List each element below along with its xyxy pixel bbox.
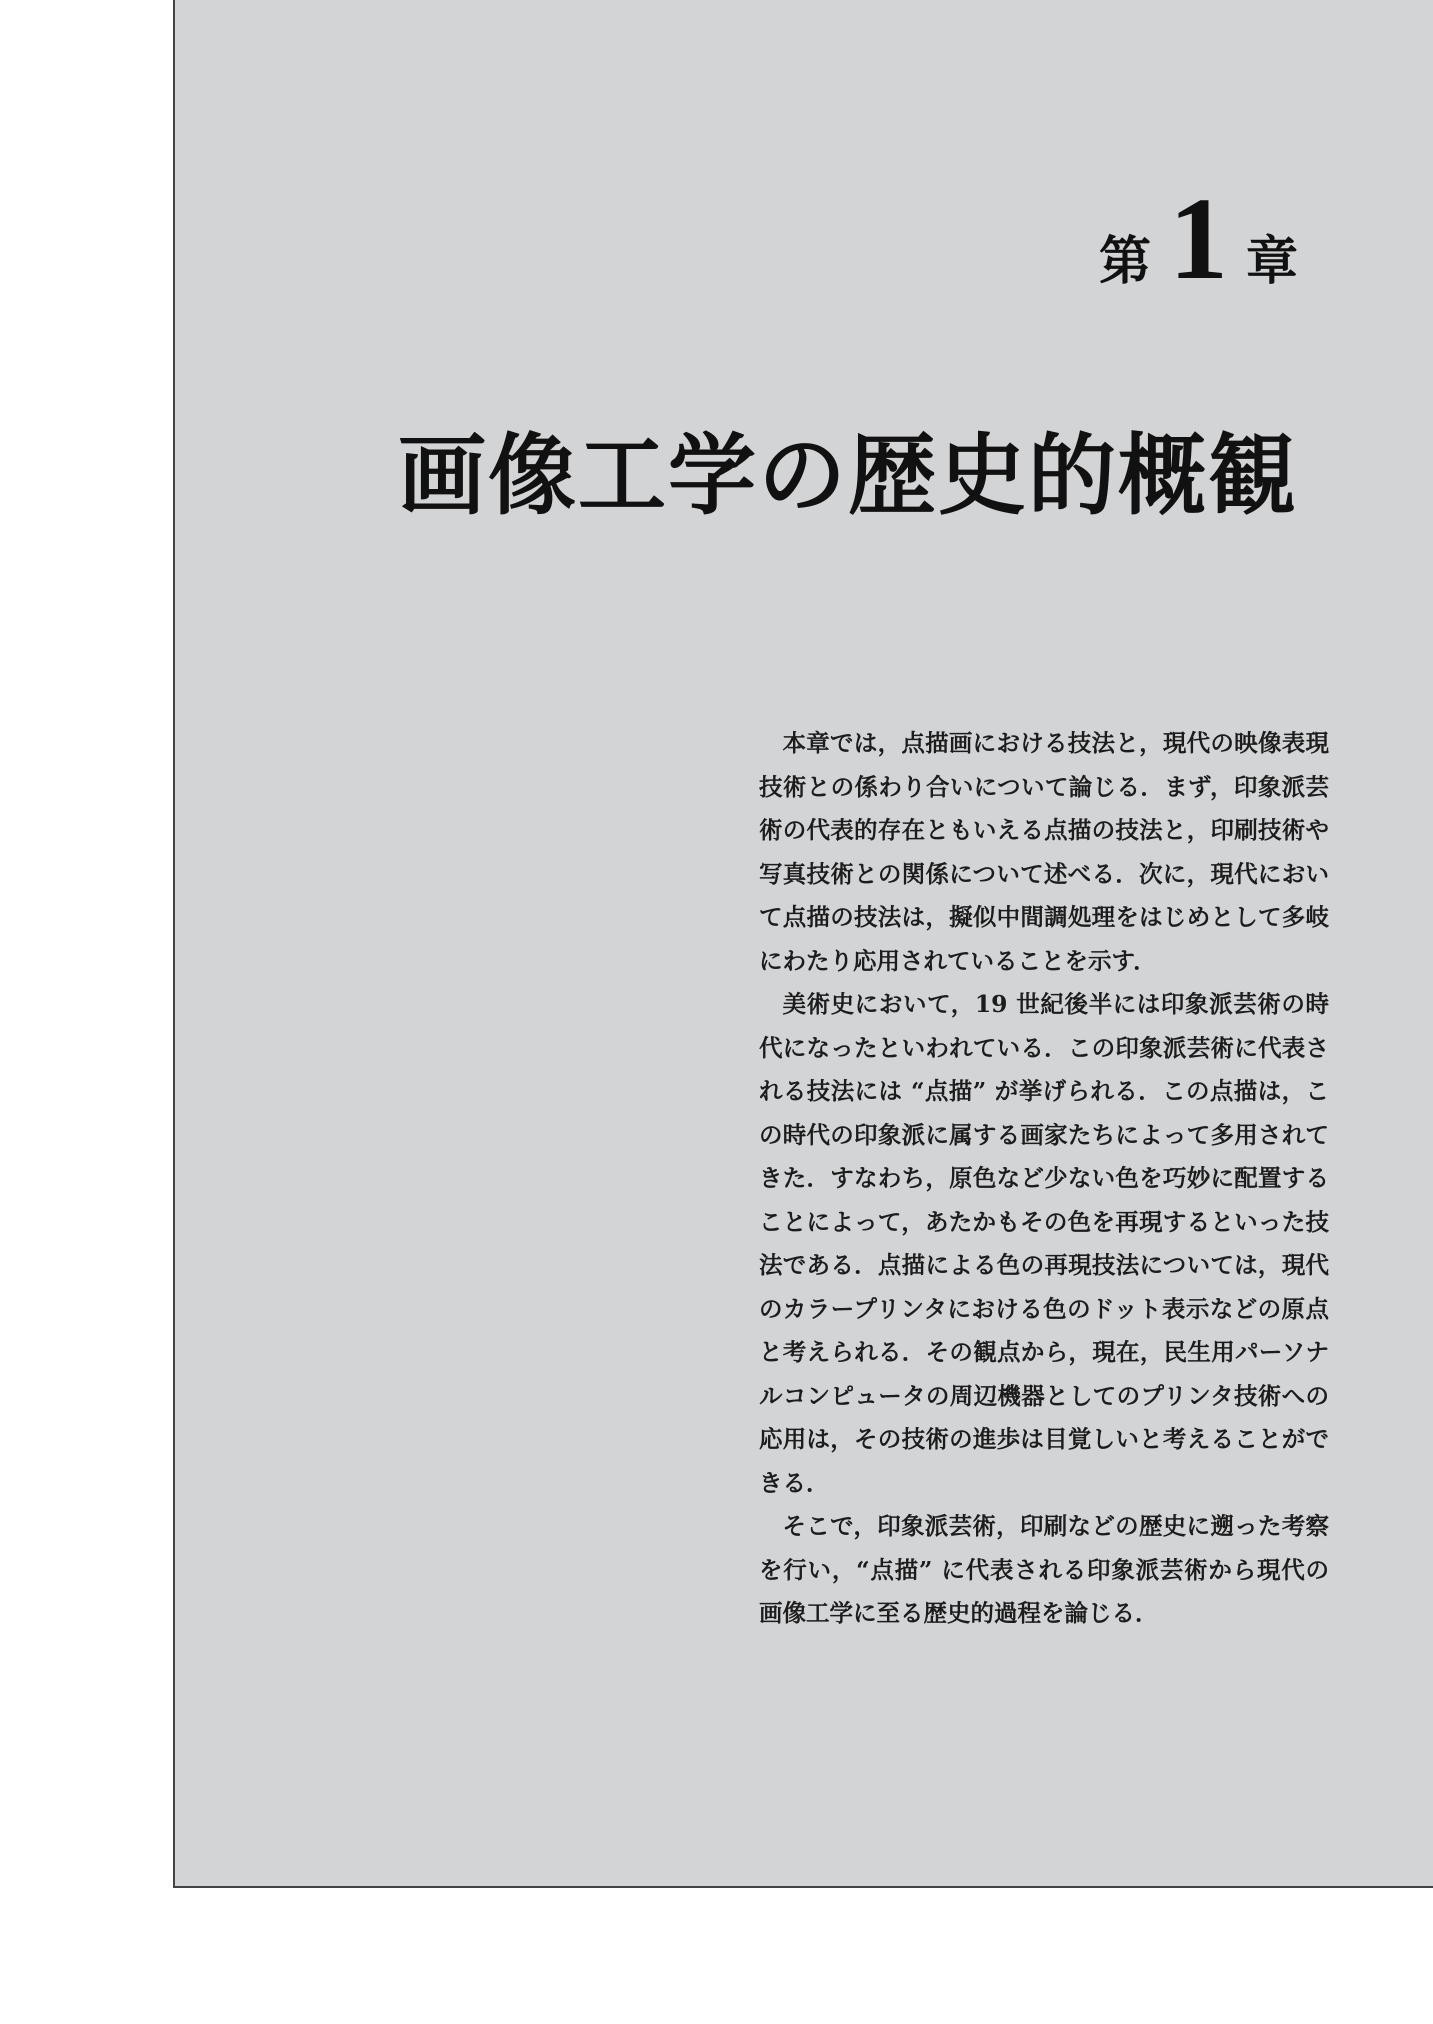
chapter-title-page (173, 0, 1433, 1888)
chapter-abstract (759, 722, 1329, 1636)
chapter-title: 画像工学の歴史的概観 (397, 422, 1298, 527)
chapter-number-label (1098, 173, 1298, 304)
chapter-number: 1 (1168, 173, 1228, 304)
abstract-paragraph: そこで，印象派芸術，印刷などの歴史に遡った考察を行い，“点描” に代表される印象派芸術から現代の画像工学に至る歴史的過程を論じる． (759, 1512, 1329, 1627)
abstract-paragraph: 本章では，点描画における技法と，現代の映像表現技術との係わり合いについて論じる．まず，印象派芸術の代表的存在ともいえる点描の技法と，印刷技術や写真技術との関係について述べる．次に，現代において点描の技法は，擬似中間調処理をはじめとして多岐にわたり応用されていることを示す． (759, 729, 1329, 975)
chapter-prefix: 第 (1098, 231, 1151, 292)
abstract-paragraph: 美術史において，19 世紀後半には印象派芸術の時代になったといわれている．この印象派芸術に代表される技法には “点描” が挙げられる．この点描は，この時代の印象派に属する画家たちによって多用されてきた．すなわち，原色など少ない色を巧妙に配置することによって，あたかもその色を再現するといった技法である．点描による色の再現技法については，現代のカラープリンタにおける色のドット表示などの原点と考えられる．その観点から，現在，民生用パーソナルコンピュータの周辺機器としてのプリンタ技術への応用は，その技術の進歩は目覚しいと考えることができる． (759, 990, 1329, 1497)
chapter-suffix: 章 (1245, 231, 1298, 292)
